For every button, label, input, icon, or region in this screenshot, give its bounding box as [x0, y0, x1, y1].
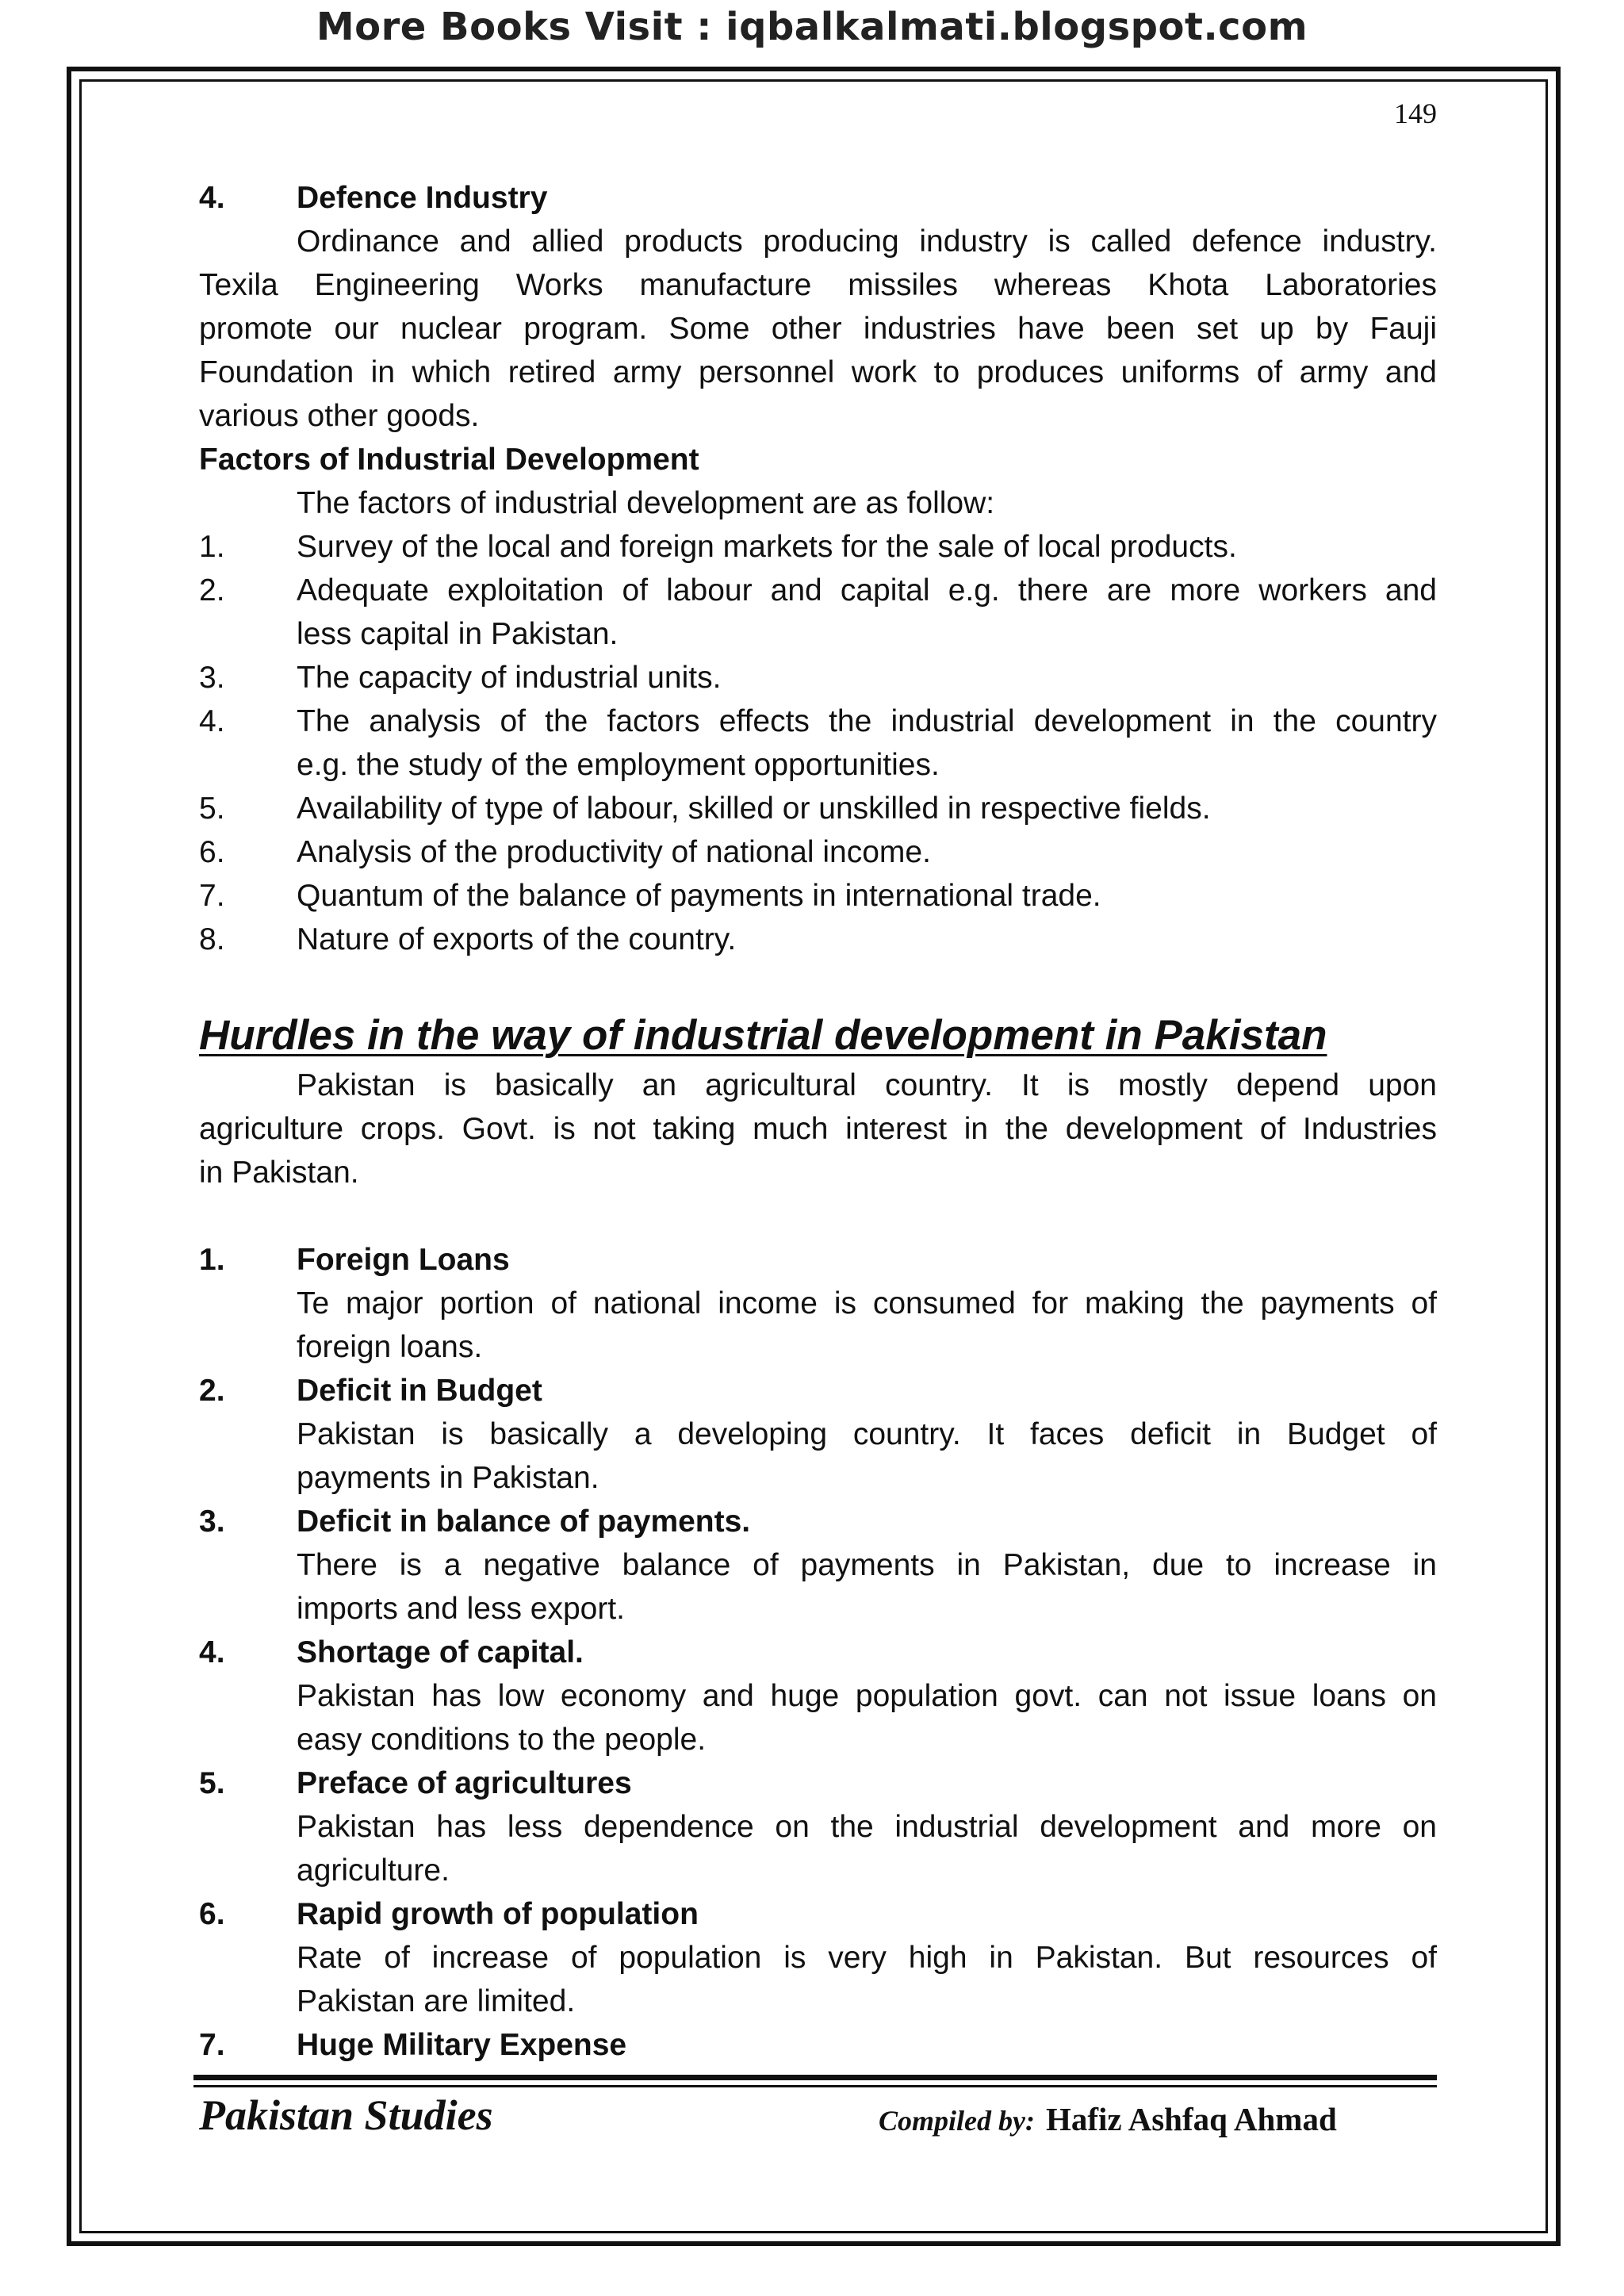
list-item: [199, 874, 1437, 918]
list-text: Te major portion of national income is consumed for making the payments of: [297, 1286, 1437, 1320]
paragraph-line: various other goods.: [199, 399, 480, 433]
list-item: [199, 569, 1437, 656]
list-number: 4.: [199, 704, 225, 738]
hurdle-title: Shortage of capital.: [297, 1635, 584, 1669]
list-text: Availability of type of labour, skilled or unskilled in respective fields.: [297, 792, 1211, 826]
list-item: [199, 700, 1437, 787]
footer-rule-thin: [193, 2085, 1437, 2087]
list-text: The capacity of industrial units.: [297, 661, 722, 695]
list-number: 3.: [199, 661, 225, 695]
list-item: [199, 787, 1437, 830]
footer-compiled-label: Compiled by:: [879, 2105, 1035, 2137]
list-text: There is a negative balance of payments in Pakistan, due to increase in: [297, 1548, 1437, 1582]
list-number: 3.: [199, 1504, 225, 1539]
footer-book-title: Pakistan Studies: [199, 2091, 493, 2139]
list-text: payments in Pakistan.: [297, 1461, 599, 1495]
hurdles-heading: Hurdles in the way of industrial development in Pakistan: [199, 1012, 1327, 1059]
list-text: Pakistan has low economy and huge population govt. can not issue loans on: [297, 1679, 1437, 1713]
footer-author: Hafiz Ashfaq Ahmad: [1045, 2101, 1337, 2137]
list-text: e.g. the study of the employment opportunities.: [297, 748, 940, 782]
spacer: [199, 1194, 1437, 1238]
hurdle-heading: [199, 1631, 1437, 1674]
list-text: imports and less export.: [297, 1592, 626, 1626]
list-number: 2.: [199, 1374, 225, 1408]
list-number: 7.: [199, 2028, 225, 2062]
paragraph-line: agriculture crops. Govt. is not taking much interest in the development of Industries: [199, 1112, 1437, 1146]
page-content: [199, 176, 1437, 2067]
paragraph-line: in Pakistan.: [199, 1156, 359, 1190]
hurdle-title: Deficit in balance of payments.: [297, 1504, 751, 1539]
list-text: easy conditions to the people.: [297, 1723, 707, 1757]
paragraph-line: Pakistan is basically an agricultural country. It is mostly depend upon: [297, 1068, 1437, 1102]
hurdle-title: Deficit in Budget: [297, 1374, 542, 1408]
list-text: Quantum of the balance of payments in international trade.: [297, 879, 1101, 913]
list-text: Nature of exports of the country.: [297, 922, 737, 956]
list-text: agriculture.: [297, 1853, 450, 1888]
footer-rule-thick: [193, 2075, 1437, 2080]
list-item: [199, 830, 1437, 874]
list-number: 7.: [199, 879, 225, 913]
hurdle-heading: [199, 1761, 1437, 1805]
paragraph-line: Foundation in which retired army personnel work to produces uniforms of army and: [199, 355, 1437, 389]
list-number: 1.: [199, 530, 225, 564]
hurdle-title: Rapid growth of population: [297, 1897, 699, 1931]
list-number: 2.: [199, 573, 225, 608]
site-banner: More Books Visit : iqbalkalmati.blogspot.com: [316, 5, 1308, 49]
list-number: 4.: [199, 1635, 225, 1669]
hurdle-title: Preface of agricultures: [297, 1766, 632, 1800]
hurdle-title: Foreign Loans: [297, 1243, 510, 1277]
list-item: [199, 656, 1437, 700]
list-text: Pakistan has less dependence on the industrial development and more on: [297, 1810, 1437, 1844]
hurdle-heading: [199, 1238, 1437, 1282]
factors-heading: Factors of Industrial Development: [199, 443, 699, 477]
spacer: [199, 961, 1437, 1005]
list-item: [199, 525, 1437, 569]
hurdle-heading: [199, 1500, 1437, 1543]
page-number: 149: [1394, 98, 1437, 129]
hurdle-heading: [199, 1892, 1437, 1936]
list-text: Survey of the local and foreign markets for the sale of local products.: [297, 530, 1237, 564]
list-number: 5.: [199, 1766, 225, 1800]
paragraph-line: Ordinance and allied products producing industry is called defence industry.: [297, 224, 1437, 259]
list-text: Analysis of the productivity of national income.: [297, 835, 931, 869]
section-title: Defence Industry: [297, 181, 548, 215]
list-text: Pakistan is basically a developing country. It faces deficit in Budget of: [297, 1417, 1437, 1451]
list-number: 8.: [199, 922, 225, 956]
list-text: foreign loans.: [297, 1330, 483, 1364]
list-text: less capital in Pakistan.: [297, 617, 619, 651]
hurdle-heading: [199, 1369, 1437, 1412]
list-text: Adequate exploitation of labour and capital e.g. there are more workers and: [297, 573, 1437, 608]
section-heading-defence: [199, 176, 1437, 220]
footer-credit: [879, 2100, 1337, 2138]
list-text: The analysis of the factors effects the industrial development in the country: [297, 704, 1437, 738]
list-number: 1.: [199, 1243, 225, 1277]
hurdle-title: Huge Military Expense: [297, 2028, 627, 2062]
list-number: 5.: [199, 792, 225, 826]
hurdle-heading: [199, 2023, 1437, 2067]
list-item: [199, 918, 1437, 961]
list-number: 6.: [199, 835, 225, 869]
factors-intro: The factors of industrial development are as follow:: [297, 486, 995, 520]
list-text: Pakistan are limited.: [297, 1984, 576, 2018]
section-number: 4.: [199, 181, 225, 215]
list-number: 6.: [199, 1897, 225, 1931]
list-text: Rate of increase of population is very high in Pakistan. But resources of: [297, 1941, 1437, 1975]
paragraph-line: Texila Engineering Works manufacture missiles whereas Khota Laboratories: [199, 268, 1437, 302]
paragraph-line: promote our nuclear program. Some other industries have been set up by Fauji: [199, 312, 1437, 346]
